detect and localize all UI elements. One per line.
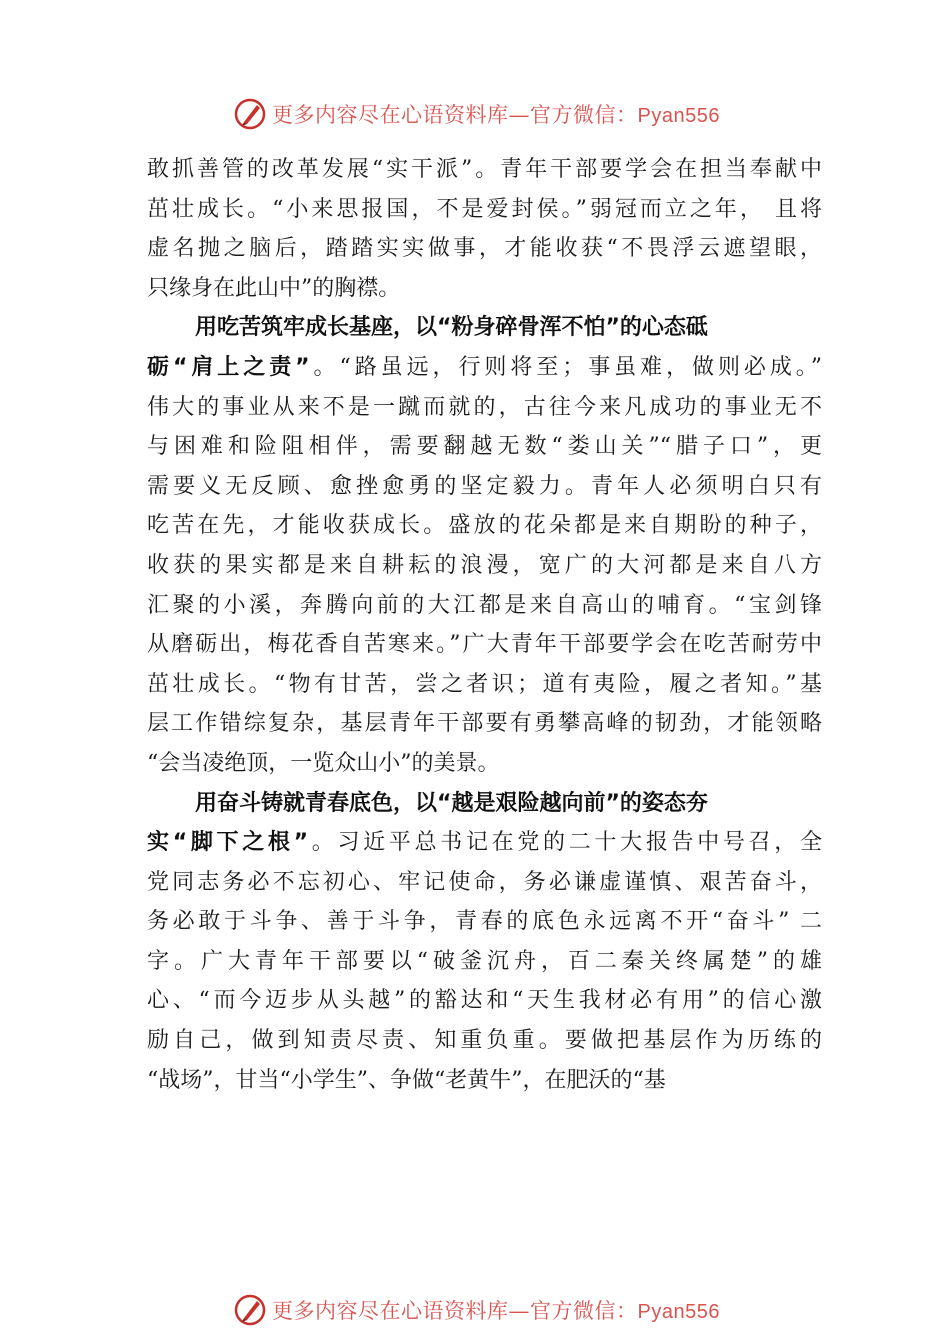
- text-line: [147, 942, 822, 982]
- text-line: [147, 348, 822, 388]
- watermark-text-cn: 更多内容尽在心语资料库—官方微信：: [272, 1299, 638, 1323]
- body-text: 吃苦在先，才能收获成长。盛放的花朵都是来自期盼的种子，: [147, 513, 822, 539]
- body-text: 层工作错综复杂，基层青年干部要有勇攀高峰的韧劲，才能领略: [147, 711, 822, 737]
- text-line: [147, 229, 822, 269]
- watermark-text: [272, 1295, 720, 1325]
- header-watermark: [232, 94, 720, 134]
- text-line: [147, 665, 822, 705]
- body-text: “战场”，甘当“小学生”、争做“老黄牛”，在肥沃的“基: [147, 1067, 666, 1093]
- body-text: 从磨砺出，梅花香自苦寒来。”广大青年干部要学会在吃苦耐劳中: [147, 632, 822, 658]
- body-text: 收获的果实都是来自耕耘的浪漫，宽广的大河都是来自八方: [147, 552, 822, 578]
- body-text: 励自己，做到知责尽责、知重负重。要做把基层作为历练的: [147, 1028, 822, 1054]
- text-line: [147, 586, 822, 626]
- section-heading-text: 用奋斗铸就青春底色，以“越是艰险越向前”的姿态夯: [195, 790, 708, 816]
- text-line: [147, 150, 822, 190]
- watermark-text: [272, 99, 720, 129]
- body-text: 心、“而今迈步从头越”的豁达和“天生我材必有用”的信心激: [147, 988, 822, 1014]
- text-line: [147, 823, 822, 863]
- text-line: [147, 467, 822, 507]
- text-line: [147, 784, 822, 824]
- text-line: [147, 625, 822, 665]
- text-line: [147, 863, 822, 903]
- footer-watermark: [232, 1290, 720, 1330]
- body-text: 茁壮成长。“物有甘苦，尝之者识；道有夷险，履之者知。”基: [147, 671, 822, 697]
- text-line: [147, 1061, 822, 1101]
- text-line: [147, 427, 822, 467]
- text-line: [147, 902, 822, 942]
- text-line: [147, 546, 822, 586]
- body-text: 字。广大青年干部要以“破釜沉舟，百二秦关终属楚”的雄: [147, 948, 822, 974]
- text-line: [147, 744, 822, 784]
- pen-logo-icon: [232, 1292, 268, 1328]
- body-text: 务必敢于斗争、善于斗争，青春的底色永远离不开“奋斗” 二: [147, 909, 822, 935]
- body-text: 敢抓善管的改革发展“实干派”。青年干部要学会在担当奉献中: [147, 157, 822, 182]
- body-text: “会当凌绝顶，一览众山小”的美景。: [147, 750, 500, 776]
- body-text: 党同志务必不忘初心、牢记使命，务必谦虚谨慎、艰苦奋斗，: [147, 869, 822, 895]
- body-text: 虚名抛之脑后，踏踏实实做事，才能收获“不畏浮云遮望眼，: [147, 236, 822, 262]
- watermark-wechat-id: Pyan556: [637, 1301, 720, 1323]
- text-line: [147, 269, 822, 309]
- text-line: [147, 1021, 822, 1061]
- body-text: 需要义无反顾、愈挫愈勇的坚定毅力。青年人必须明白只有: [147, 473, 822, 499]
- body-text: 。习近平总书记在党的二十大报告中号召，全: [308, 830, 822, 856]
- document-body: [147, 150, 822, 1100]
- text-line: [147, 704, 822, 744]
- section-heading-text: 用吃苦筑牢成长基座，以“粉身碎骨浑不怕”的心态砥: [195, 315, 708, 341]
- section-heading-text: 砺“肩上之责”: [147, 354, 310, 380]
- text-line: [147, 308, 822, 348]
- pen-logo-icon: [232, 96, 268, 132]
- text-line: [147, 506, 822, 546]
- section-heading-text: 实“脚下之根”: [147, 830, 309, 856]
- body-text: 只缘身在此山中”的胸襟。: [147, 275, 401, 301]
- body-text: 。“路虽远，行则将至；事虽难，做则必成。”: [309, 354, 822, 380]
- body-text: 与困难和险阻相伴，需要翻越无数“娄山关”“腊子口”，更: [147, 434, 822, 460]
- body-text: 茁壮成长。“小来思报国，不是爱封侯。”弱冠而立之年， 且将: [147, 196, 822, 222]
- text-line: [147, 388, 822, 428]
- watermark-text-cn: 更多内容尽在心语资料库—官方微信：: [272, 103, 638, 127]
- body-text: 汇聚的小溪，奔腾向前的大江都是来自高山的哺育。“宝剑锋: [147, 592, 822, 618]
- watermark-wechat-id: Pyan556: [637, 105, 720, 127]
- text-line: [147, 981, 822, 1021]
- text-line: [147, 190, 822, 230]
- body-text: 伟大的事业从来不是一蹴而就的，古往今来凡成功的事业无不: [147, 394, 822, 420]
